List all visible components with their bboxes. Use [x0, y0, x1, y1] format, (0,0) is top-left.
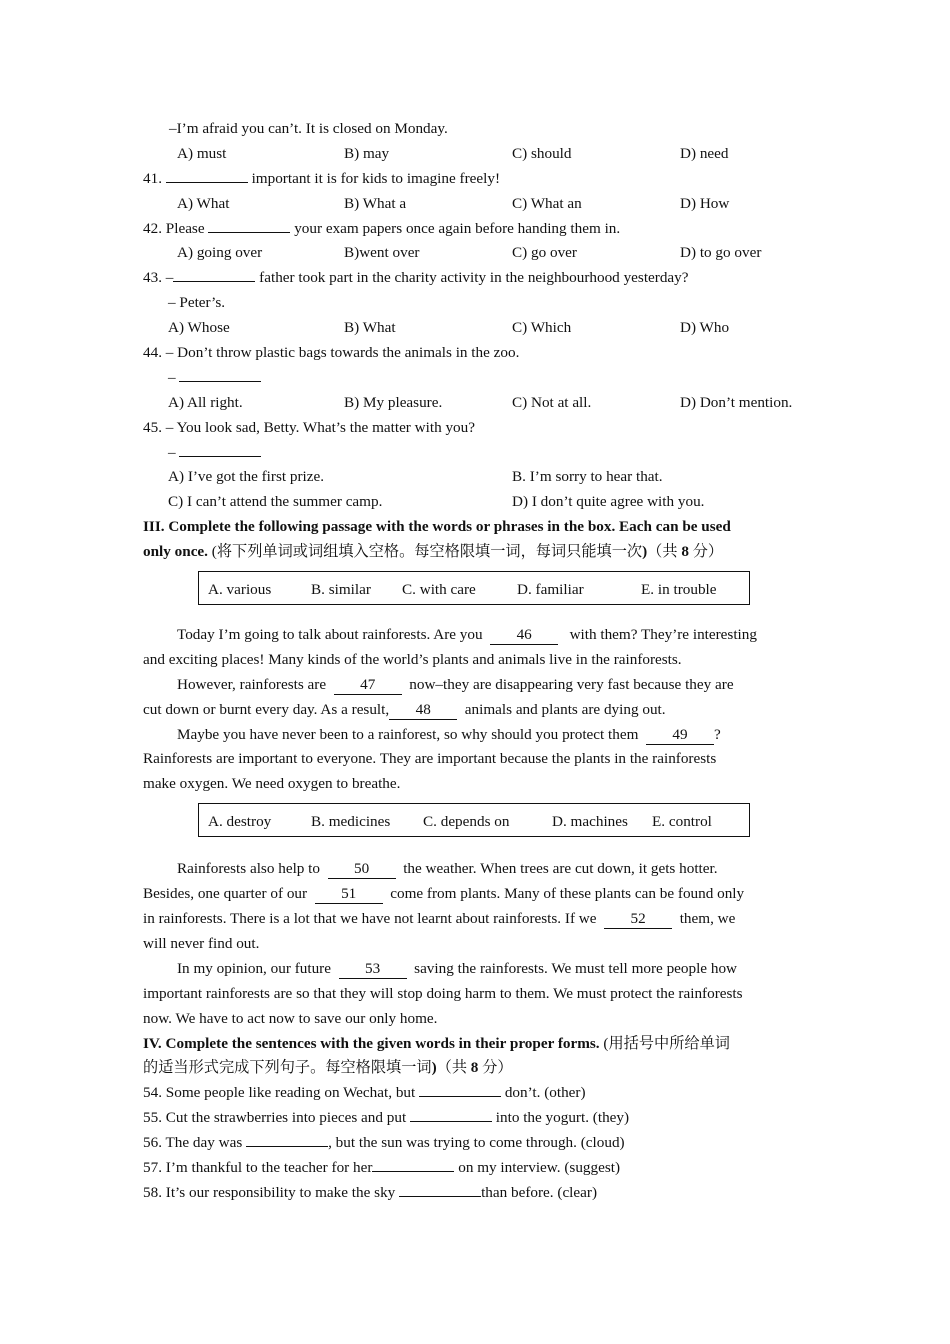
q44-option-c: C) Not at all. — [512, 393, 592, 411]
q56-sentence: 56. The day was , but the sun was trying to come through. (cloud) — [143, 1131, 807, 1156]
q42-stem: 42. Please your exam papers once again before handing them in. — [143, 217, 807, 242]
q45-options-row1 — [143, 465, 807, 490]
word-box-2-item-a: A. destroy — [208, 813, 272, 831]
q55-blank — [410, 1106, 492, 1122]
q40-option-a: A) must — [177, 144, 227, 162]
word-box-1-item-a: A. various — [208, 581, 272, 599]
passage-p3-line2: Rainforests are important to everyone. They are important because the plants in the rainforests — [143, 750, 717, 768]
q41-blank — [166, 167, 248, 183]
q45-options-row2 — [143, 490, 807, 515]
passage-p4-line3: in rainforests. There is a lot that we have not learnt about rainforests. If we 52 them, we — [143, 910, 736, 928]
q57-blank — [372, 1156, 454, 1172]
q45-option-b: B. I’m sorry to hear that. — [512, 468, 663, 486]
q56-blank — [246, 1131, 328, 1147]
word-box-1-item-b: B. similar — [311, 581, 371, 599]
q42-option-d: D) to go over — [680, 244, 762, 262]
passage-p4-line2: Besides, one quarter of our 51 come from plants. Many of these plants can be found only — [143, 885, 745, 903]
word-box-1-item-d: D. familiar — [517, 581, 584, 599]
passage-p3-line3: make oxygen. We need oxygen to breathe. — [143, 775, 401, 793]
word-box-2-item-c: C. depends on — [423, 813, 510, 831]
word-box-1 — [198, 571, 750, 605]
q45-reply: – — [143, 441, 807, 466]
q54-sentence: 54. Some people like reading on Wechat, but don’t. (other) — [143, 1081, 807, 1106]
q44-options — [143, 391, 807, 416]
passage-p1-line1: Today I’m going to talk about rainforests. Are you 46 with them? They’re interesting — [177, 626, 757, 644]
q43-option-b: B) What — [344, 319, 396, 337]
passage-p3-line1: Maybe you have never been to a rainforest, so why should you protect them 49 ? — [177, 725, 721, 743]
q41-option-a: A) What — [177, 194, 230, 212]
passage-p2-line2: cut down or burnt every day. As a result, 48 animals and plants are dying out. — [143, 700, 666, 718]
q40-option-c: C) should — [512, 144, 572, 162]
passage-p4-line4: will never find out. — [143, 934, 260, 952]
word-box-2 — [198, 803, 750, 837]
q58-sentence: 58. It’s our responsibility to make the sky than before. (clear) — [143, 1181, 807, 1206]
q45-option-a: A) I’ve got the first prize. — [168, 468, 325, 486]
q55-sentence: 55. Cut the strawberries into pieces and put into the yogurt. (they) — [143, 1106, 807, 1131]
exam-page — [143, 117, 807, 1206]
passage-p5-line1: In my opinion, our future 53 saving the rainforests. We must tell more people how — [177, 959, 738, 977]
q41-options — [143, 192, 807, 217]
blank-52: 52 — [604, 910, 672, 929]
q44-option-a: A) All right. — [168, 393, 243, 411]
q40-option-d: D) need — [680, 144, 729, 162]
section3-title-line1: III. Complete the following passage with the words or phrases in the box. Each can be used — [143, 518, 731, 536]
q43-stem: 43. – father took part in the charity activity in the neighbourhood yesterday? — [143, 266, 807, 291]
q44-option-b: B) My pleasure. — [344, 393, 443, 411]
word-box-1-item-c: C. with care — [402, 581, 476, 599]
passage-p2-line1: However, rainforests are 47 now–they are disappearing very fast because they are — [177, 675, 734, 693]
section3-title-line2: only once. (将下列单词或词组填入空格。每空格限填一词，每词只能填一次)（共 8 分） — [143, 543, 724, 561]
q44-blank — [179, 366, 261, 382]
blank-51: 51 — [315, 885, 383, 904]
blank-50: 50 — [328, 860, 396, 879]
q41-option-b: B) What a — [344, 194, 407, 212]
word-box-2-item-d: D. machines — [552, 813, 628, 831]
q44-stem: 44. – Don’t throw plastic bags towards the animals in the zoo. — [143, 344, 520, 362]
passage-p5-line3: now. We have to act now to save our only home. — [143, 1009, 438, 1027]
q41-stem: 41. important it is for kids to imagine freely! — [143, 167, 807, 192]
q57-sentence: 57. I’m thankful to the teacher for her on my interview. (suggest) — [143, 1156, 807, 1181]
word-box-1-item-e: E. in trouble — [641, 581, 717, 599]
word-box-2-item-b: B. medicines — [311, 813, 391, 831]
q43-options — [143, 316, 807, 341]
q43-option-a: A) Whose — [168, 319, 230, 337]
q45-option-c: C) I can’t attend the summer camp. — [168, 493, 383, 511]
q43-option-d: D) Who — [680, 319, 730, 337]
passage-p5-line2: important rainforests are so that they will stop doing harm to them. We must protect the rainforests — [143, 984, 743, 1002]
q43-reply: – Peter’s. — [168, 294, 226, 312]
q45-stem: 45. – You look sad, Betty. What’s the matter with you? — [143, 418, 475, 436]
q42-options — [143, 241, 807, 266]
q44-reply: – — [143, 366, 807, 391]
q54-blank — [419, 1081, 501, 1097]
q58-blank — [399, 1181, 481, 1197]
q40-answer-line: –I’m afraid you can’t. It is closed on Monday. — [169, 120, 448, 137]
section4-title-line2: 的适当形式完成下列句子。每空格限填一词)（共 8 分） — [143, 1059, 513, 1077]
q42-option-c: C) go over — [512, 244, 577, 262]
section4-title-line1: IV. Complete the sentences with the given words in their proper forms. (用括号中所给单词 — [143, 1034, 730, 1052]
blank-47: 47 — [334, 676, 402, 695]
q42-option-a: A) going over — [177, 244, 263, 262]
blank-46: 46 — [490, 626, 558, 645]
passage-p1-line2: and exciting places! Many kinds of the world’s plants and animals live in the rainforests. — [143, 650, 682, 668]
q41-option-d: D) How — [680, 194, 730, 212]
q45-option-d: D) I don’t quite agree with you. — [512, 493, 705, 511]
q40-option-b: B) may — [344, 144, 390, 162]
q44-option-d: D) Don’t mention. — [680, 393, 793, 411]
q42-option-b: B)went over — [344, 244, 420, 262]
passage-p4-line1: Rainforests also help to 50 the weather. When trees are cut down, it gets hotter. — [177, 860, 718, 878]
q43-blank — [173, 266, 255, 282]
blank-49: 49 — [646, 726, 714, 745]
q40-options — [143, 142, 807, 167]
blank-48: 48 — [389, 701, 457, 720]
word-box-2-item-e: E. control — [652, 813, 712, 831]
q41-option-c: C) What an — [512, 194, 582, 212]
q45-blank — [179, 441, 261, 457]
q43-option-c: C) Which — [512, 319, 572, 337]
q42-blank — [208, 217, 290, 233]
blank-53: 53 — [339, 960, 407, 979]
